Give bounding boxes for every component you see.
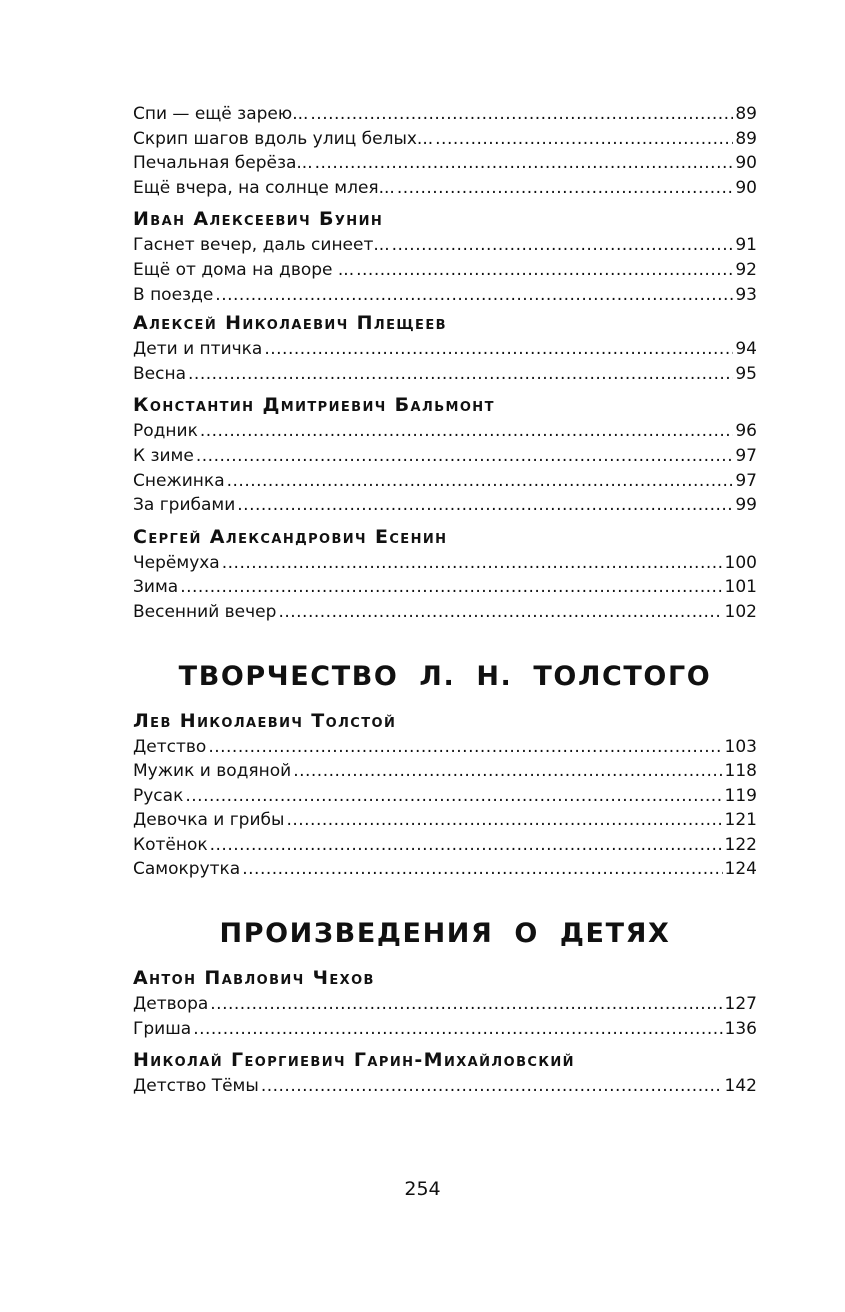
toc-entry	[133, 233, 757, 258]
entry-title: Снежинка	[133, 470, 225, 491]
entry-title: Родник	[133, 421, 198, 442]
entry-title: Девочка и грибы	[133, 810, 285, 831]
author-heading: Николай Георгиевич Гарин-Михайловский	[133, 1049, 575, 1072]
entry-page: 100	[724, 552, 757, 573]
entry-page: 89	[735, 104, 757, 124]
toc-entry	[133, 444, 757, 469]
entry-page: 93	[735, 284, 757, 305]
toc-entry	[133, 992, 757, 1017]
dot-leader	[210, 992, 722, 1017]
toc-entry	[133, 151, 757, 176]
entry-title: Весенний вечер	[133, 601, 277, 622]
entry-title: Дети и птичка	[133, 339, 263, 360]
dot-leader	[310, 102, 733, 127]
entry-page: 92	[735, 259, 757, 280]
toc-entry	[133, 127, 757, 152]
entry-page: 124	[724, 859, 757, 880]
entry-title: Котёнок	[133, 834, 208, 855]
toc-entry	[133, 1017, 757, 1042]
entry-page: 91	[735, 235, 757, 256]
entry-page: 118	[724, 761, 757, 782]
dot-leader	[180, 575, 722, 600]
dot-leader	[227, 469, 734, 494]
entry-title: Скрип шагов вдоль улиц белых...	[133, 128, 434, 149]
entry-title: Черёмуха	[133, 552, 220, 573]
toc-entry	[133, 833, 757, 858]
dot-leader	[264, 337, 733, 362]
dot-leader	[200, 419, 734, 444]
entry-title: Ещё от дома на дворе ...	[133, 259, 355, 280]
dot-leader	[278, 600, 722, 625]
author-heading: Антон Павлович Чехов	[133, 967, 375, 990]
toc-entry	[133, 759, 757, 784]
dot-leader	[185, 784, 722, 809]
toc-entry	[133, 362, 757, 387]
toc-entry	[133, 102, 757, 127]
entry-page: 90	[735, 153, 757, 174]
entry-title: За грибами	[133, 495, 236, 516]
toc-entry	[133, 337, 757, 362]
entry-page: 97	[735, 470, 757, 491]
toc-entry	[133, 1074, 757, 1099]
entry-title: Зима	[133, 577, 179, 598]
author-heading: Константин Дмитриевич Бальмонт	[133, 394, 495, 417]
toc-entry	[133, 419, 757, 444]
dot-leader	[242, 857, 722, 882]
dot-leader	[356, 258, 733, 283]
entry-title: Гриша	[133, 1018, 192, 1039]
toc-entry	[133, 493, 757, 518]
entry-title: Русак	[133, 785, 184, 806]
dot-leader	[222, 551, 723, 576]
dot-leader	[435, 127, 733, 152]
entry-page: 121	[724, 810, 757, 831]
dot-leader	[188, 362, 733, 387]
entry-page: 99	[735, 495, 757, 516]
entry-title: Детство	[133, 736, 207, 757]
toc-entry	[133, 469, 757, 494]
entry-title: Ещё вчера, на солнце млея...	[133, 177, 395, 198]
entry-title: Гаснет вечер, даль синеет...	[133, 235, 390, 256]
dot-leader	[286, 808, 722, 833]
author-heading: Сергей Александрович Есенин	[133, 525, 448, 548]
entry-title: Печальная берёза...	[133, 153, 313, 174]
table-of-contents	[133, 102, 757, 1099]
entry-page: 101	[724, 577, 757, 598]
dot-leader	[293, 759, 722, 784]
entry-page: 97	[735, 445, 757, 466]
entry-page: 102	[724, 601, 757, 622]
entry-title: Мужик и водяной	[133, 761, 292, 782]
dot-leader	[196, 444, 734, 469]
dot-leader	[208, 735, 722, 760]
dot-leader	[215, 283, 733, 308]
entry-page: 95	[735, 363, 757, 384]
toc-entry	[133, 600, 757, 625]
dot-leader	[210, 833, 723, 858]
entry-page: 89	[735, 128, 757, 149]
toc-entry	[133, 258, 757, 283]
entry-title: Детвора	[133, 994, 209, 1015]
toc-entry	[133, 808, 757, 833]
toc-entry	[133, 784, 757, 809]
dot-leader	[392, 233, 734, 258]
entry-page: 122	[724, 834, 757, 855]
section-title: ПРОИЗВЕДЕНИЯ О ДЕТЯХ	[219, 918, 671, 950]
entry-title: Детство Тёмы	[133, 1076, 259, 1097]
dot-leader	[315, 151, 734, 176]
entry-page: 136	[724, 1018, 757, 1039]
page-number: 254	[404, 1178, 441, 1200]
entry-title: В поезде	[133, 284, 214, 305]
entry-page: 142	[724, 1076, 757, 1097]
toc-entry	[133, 551, 757, 576]
entry-page: 119	[724, 785, 757, 806]
entry-page: 127	[724, 994, 757, 1015]
dot-leader	[237, 493, 733, 518]
dot-leader	[193, 1017, 722, 1042]
toc-entry	[133, 176, 757, 201]
entry-title: К зиме	[133, 445, 194, 466]
author-heading: Алексей Николаевич Плещеев	[133, 312, 447, 335]
toc-entry	[133, 857, 757, 882]
dot-leader	[261, 1074, 723, 1099]
section-title: ТВОРЧЕСТВО Л. Н. ТОЛСТОГО	[178, 660, 712, 692]
dot-leader	[397, 176, 734, 201]
entry-page: 96	[735, 421, 757, 442]
entry-title: Самокрутка	[133, 859, 241, 880]
entry-page: 94	[735, 339, 757, 360]
author-heading: Лев Николаевич Толстой	[133, 709, 397, 732]
entry-page: 90	[735, 177, 757, 198]
entry-title: Спи — ещё зарею...	[133, 104, 309, 124]
toc-entry	[133, 735, 757, 760]
entry-title: Весна	[133, 363, 187, 384]
author-heading: Иван Алексеевич Бунин	[133, 208, 384, 231]
toc-entry	[133, 575, 757, 600]
toc-entry	[133, 283, 757, 308]
entry-page: 103	[724, 736, 757, 757]
